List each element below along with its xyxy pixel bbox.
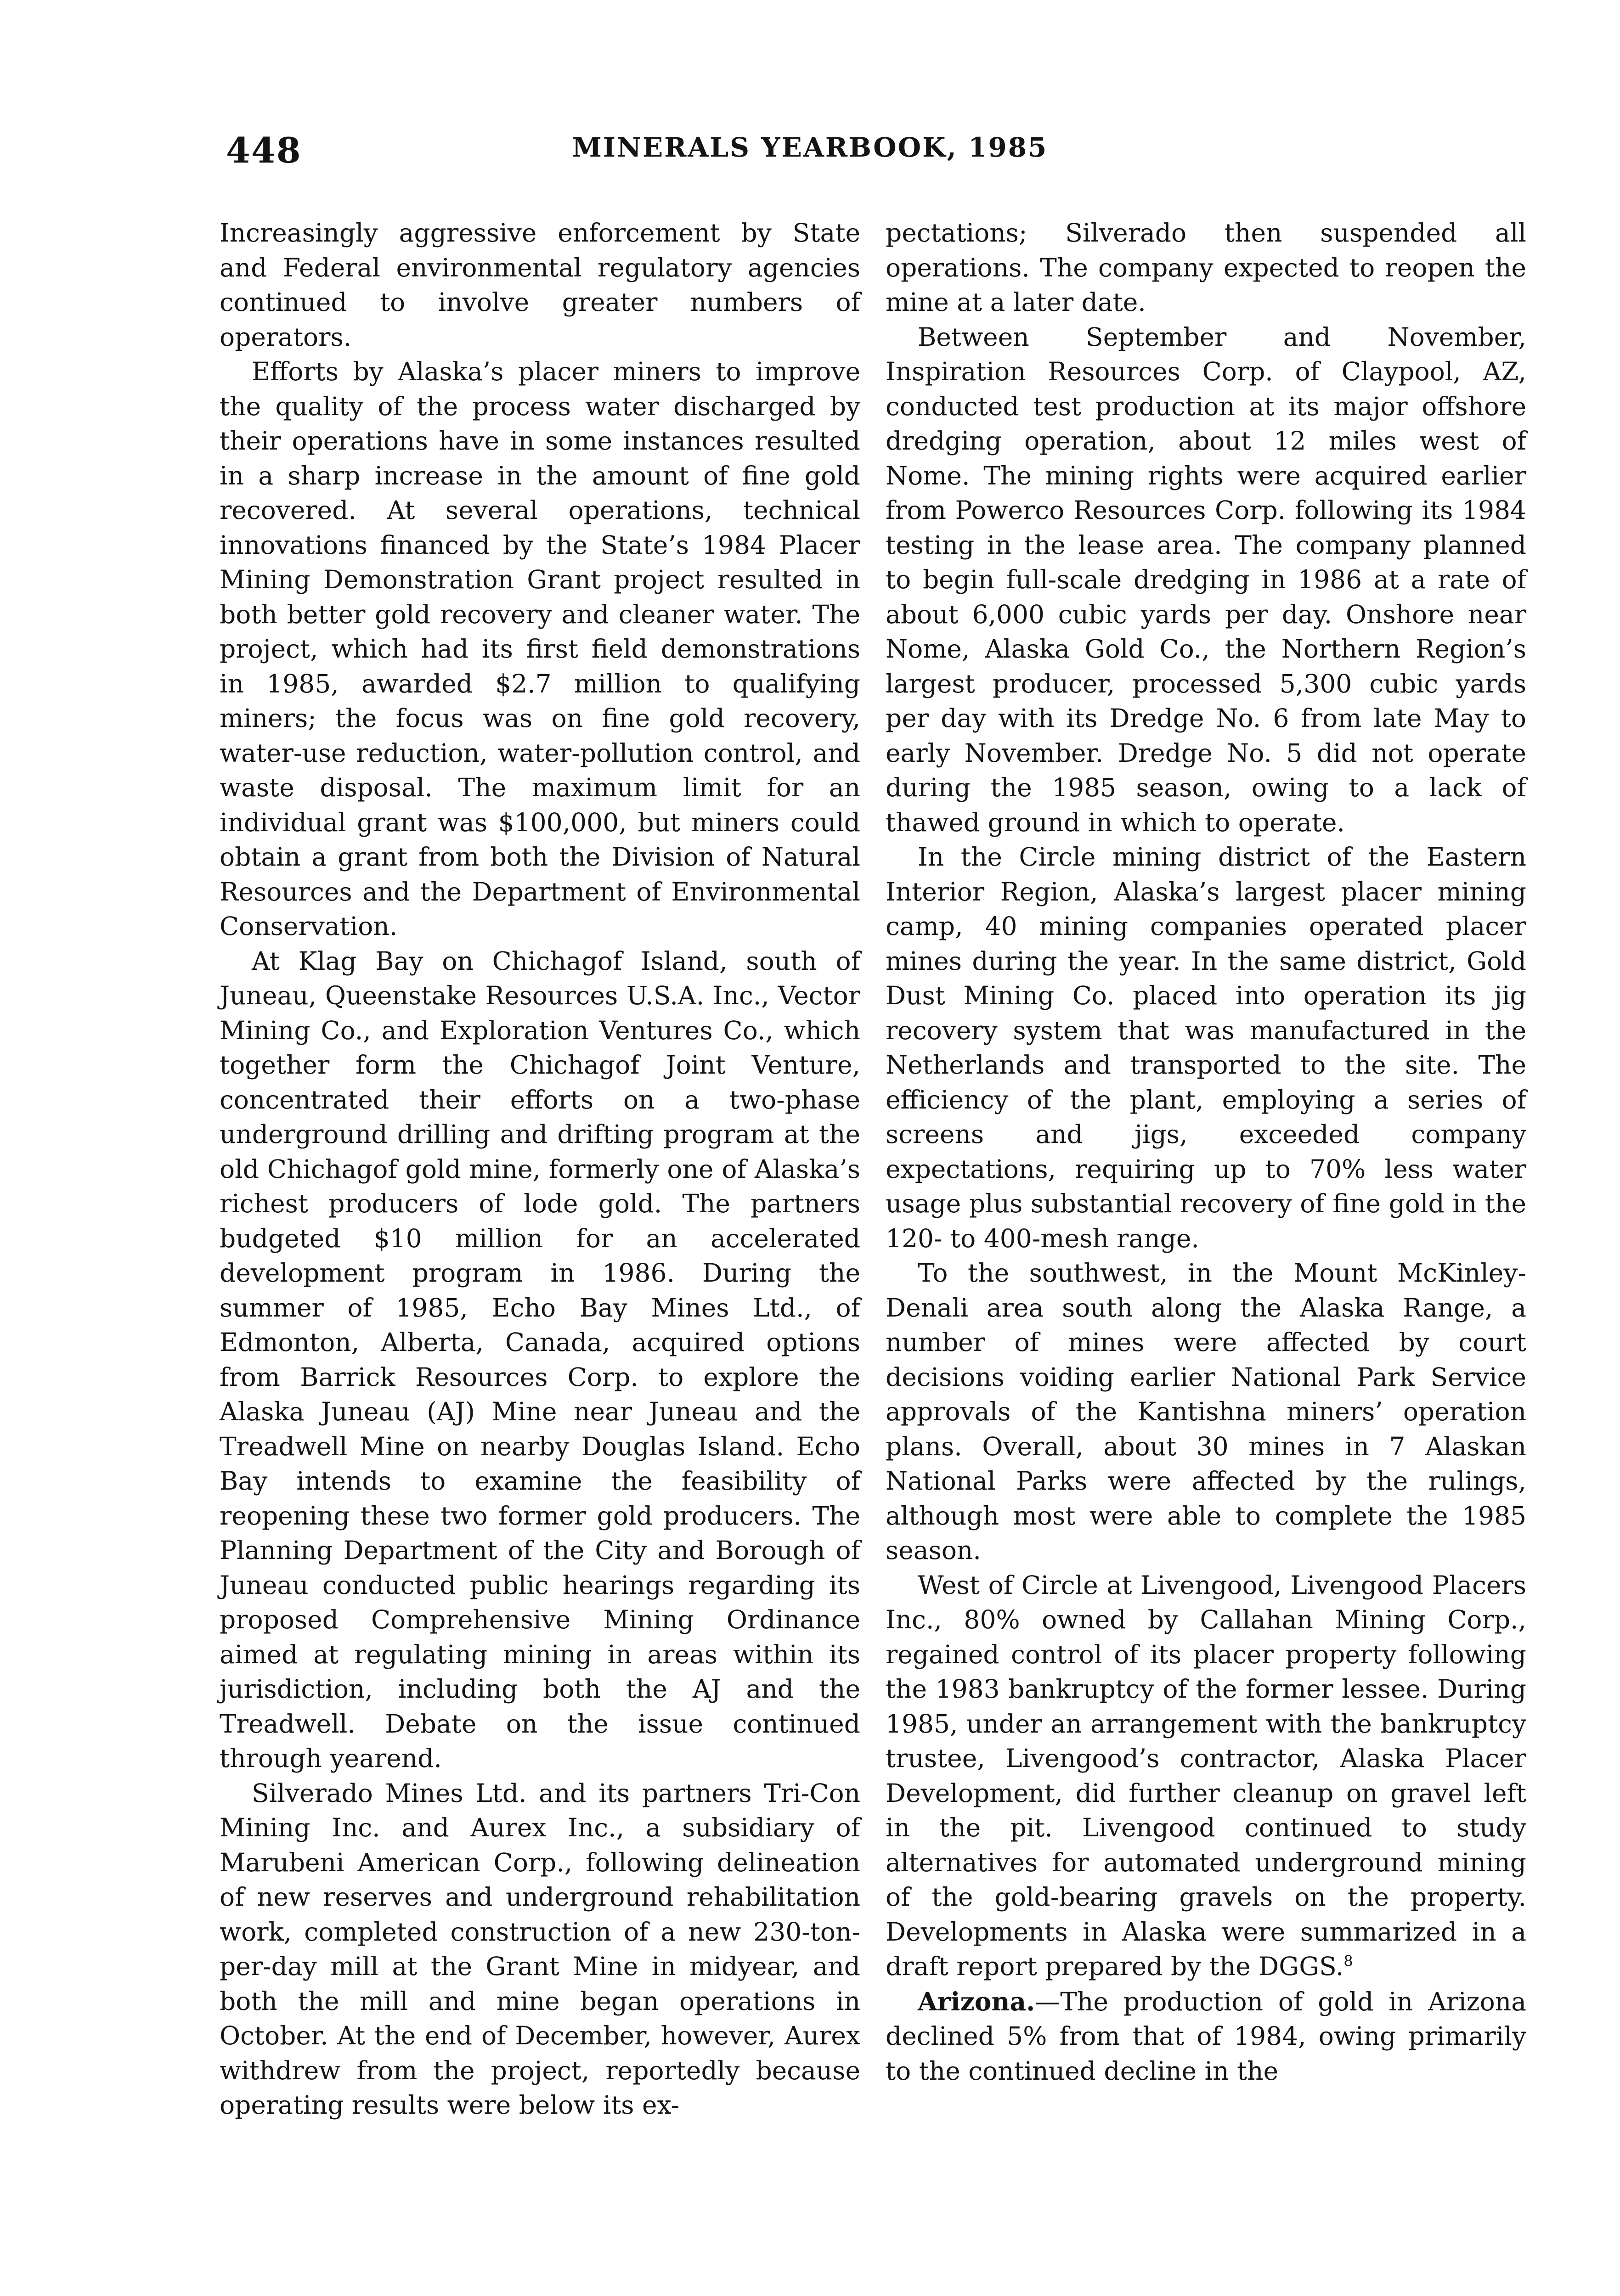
section-heading: Arizona. bbox=[918, 1986, 1035, 2016]
paragraph bbox=[886, 1984, 1526, 2089]
paragraph bbox=[886, 1568, 1526, 1984]
paragraph: Silverado Mines Ltd. and its partners Tri-Con Mining Inc. and Aurex Inc., a subsidiary of Marubeni American Corp., following delineation of new reserves and underground rehabilitation work, completed construction of a new 230-ton-per-day mill at the Grant Mine in midyear, and both the mill and mine began operations in October. At the end of December, however, Aurex withdrew from the project, reportedly because operating results were below its ex- bbox=[220, 1778, 860, 2120]
left-column bbox=[220, 216, 860, 2123]
paragraph: Increasingly aggressive enforcement by State and Federal environmental regulatory agencies continued to involve greater numbers of operators. bbox=[220, 218, 860, 352]
right-column bbox=[886, 216, 1526, 2088]
paragraph: In the Circle mining district of the Eastern Interior Region, Alaska’s largest placer mining camp, 40 mining companies operated placer mines during the year. In the same district, Gold Dust Mining Co. placed into operation its jig recovery system that was manufactured in the Netherlands and transported to the site. The efficiency of the plant, employing a series of screens and jigs, exceeded company expectations, requiring up to 70% less water usage plus substantial recovery of fine gold in the 120- to 400-mesh range. bbox=[886, 842, 1526, 1253]
paragraph-text: West of Circle at Livengood, Livengood Placers Inc., 80% owned by Callahan Mining Corp., regained control of its placer property following the 1983 bankruptcy of the former lessee. During 1985, under an arrangement with the bankruptcy trustee, Livengood’s contractor, Alaska Placer Development, did further cleanup on gravel left in the pit. Livengood continued to study alternatives for automated underground mining of the gold-bearing gravels on the property. Developments in Alaska were summarized in a draft report prepared by the DGGS. bbox=[886, 1570, 1526, 1981]
paragraph: To the southwest, in the Mount McKinley-Denali area south along the Alaska Range, a number of mines were affected by court decisions voiding earlier National Park Service approvals of the Kantishna miners’ operation plans. Overall, about 30 mines in 7 Alaskan National Parks were affected by the rulings, although most were able to complete the 1985 season. bbox=[886, 1258, 1526, 1565]
paragraph-text: —The production of gold in Arizona declined 5% from that of 1984, owing primarily to the continued decline in the bbox=[886, 1986, 1526, 2086]
page-number: 448 bbox=[226, 130, 302, 171]
paragraph: Between September and November, Inspiration Resources Corp. of Claypool, AZ, conducted test production at its major offshore dredging operation, about 12 miles west of Nome. The mining rights were acquired earlier from Powerco Resources Corp. following its 1984 testing in the lease area. The company planned to begin full-scale dredging in 1986 at a rate of about 6,000 cubic yards per day. Onshore near Nome, Alaska Gold Co., the Northern Region’s largest producer, processed 5,300 cubic yards per day with its Dredge No. 6 from late May to early November. Dredge No. 5 did not operate during the 1985 season, owing to a lack of thawed ground in which to operate. bbox=[886, 322, 1526, 837]
paragraph: pectations; Silverado then suspended all operations. The company expected to reopen the mine at a later date. bbox=[886, 218, 1526, 317]
paragraph: Efforts by Alaska’s placer miners to improve the quality of the process water discharged by their operations have in some instances resulted in a sharp increase in the amount of fine gold recovered. At several operations, technical innovations financed by the State’s 1984 Placer Mining Demonstration Grant project resulted in both better gold recovery and cleaner water. The project, which had its first field demonstrations in 1985, awarded $2.7 million to qualifying miners; the focus was on fine gold recovery, water-use reduction, water-pollution control, and waste disposal. The maximum limit for an individual grant was $100,000, but miners could obtain a grant from both the Division of Natural Resources and the Department of Environmental Conservation. bbox=[220, 357, 860, 941]
running-title: MINERALS YEARBOOK, 1985 bbox=[572, 132, 1048, 163]
paragraph: At Klag Bay on Chichagof Island, south of Juneau, Queenstake Resources U.S.A. Inc., Vector Mining Co., and Exploration Ventures Co., which together form the Chichagof Joint Venture, concentrated their efforts on a two-phase underground drilling and drifting program at the old Chichagof gold mine, formerly one of Alaska’s richest producers of lode gold. The partners budgeted $10 million for an accelerated development program in 1986. During the summer of 1985, Echo Bay Mines Ltd., of Edmonton, Alberta, Canada, acquired options from Barrick Resources Corp. to explore the Alaska Juneau (AJ) Mine near Juneau and the Treadwell Mine on nearby Douglas Island. Echo Bay intends to examine the feasibility of reopening these two former gold producers. The Planning Department of the City and Borough of Juneau conducted public hearings regarding its proposed Comprehensive Mining Ordinance aimed at regulating mining in areas within its jurisdiction, including both the AJ and the Treadwell. Debate on the issue continued through yearend. bbox=[220, 946, 860, 1773]
footnote-marker: 8 bbox=[1343, 1952, 1353, 1970]
